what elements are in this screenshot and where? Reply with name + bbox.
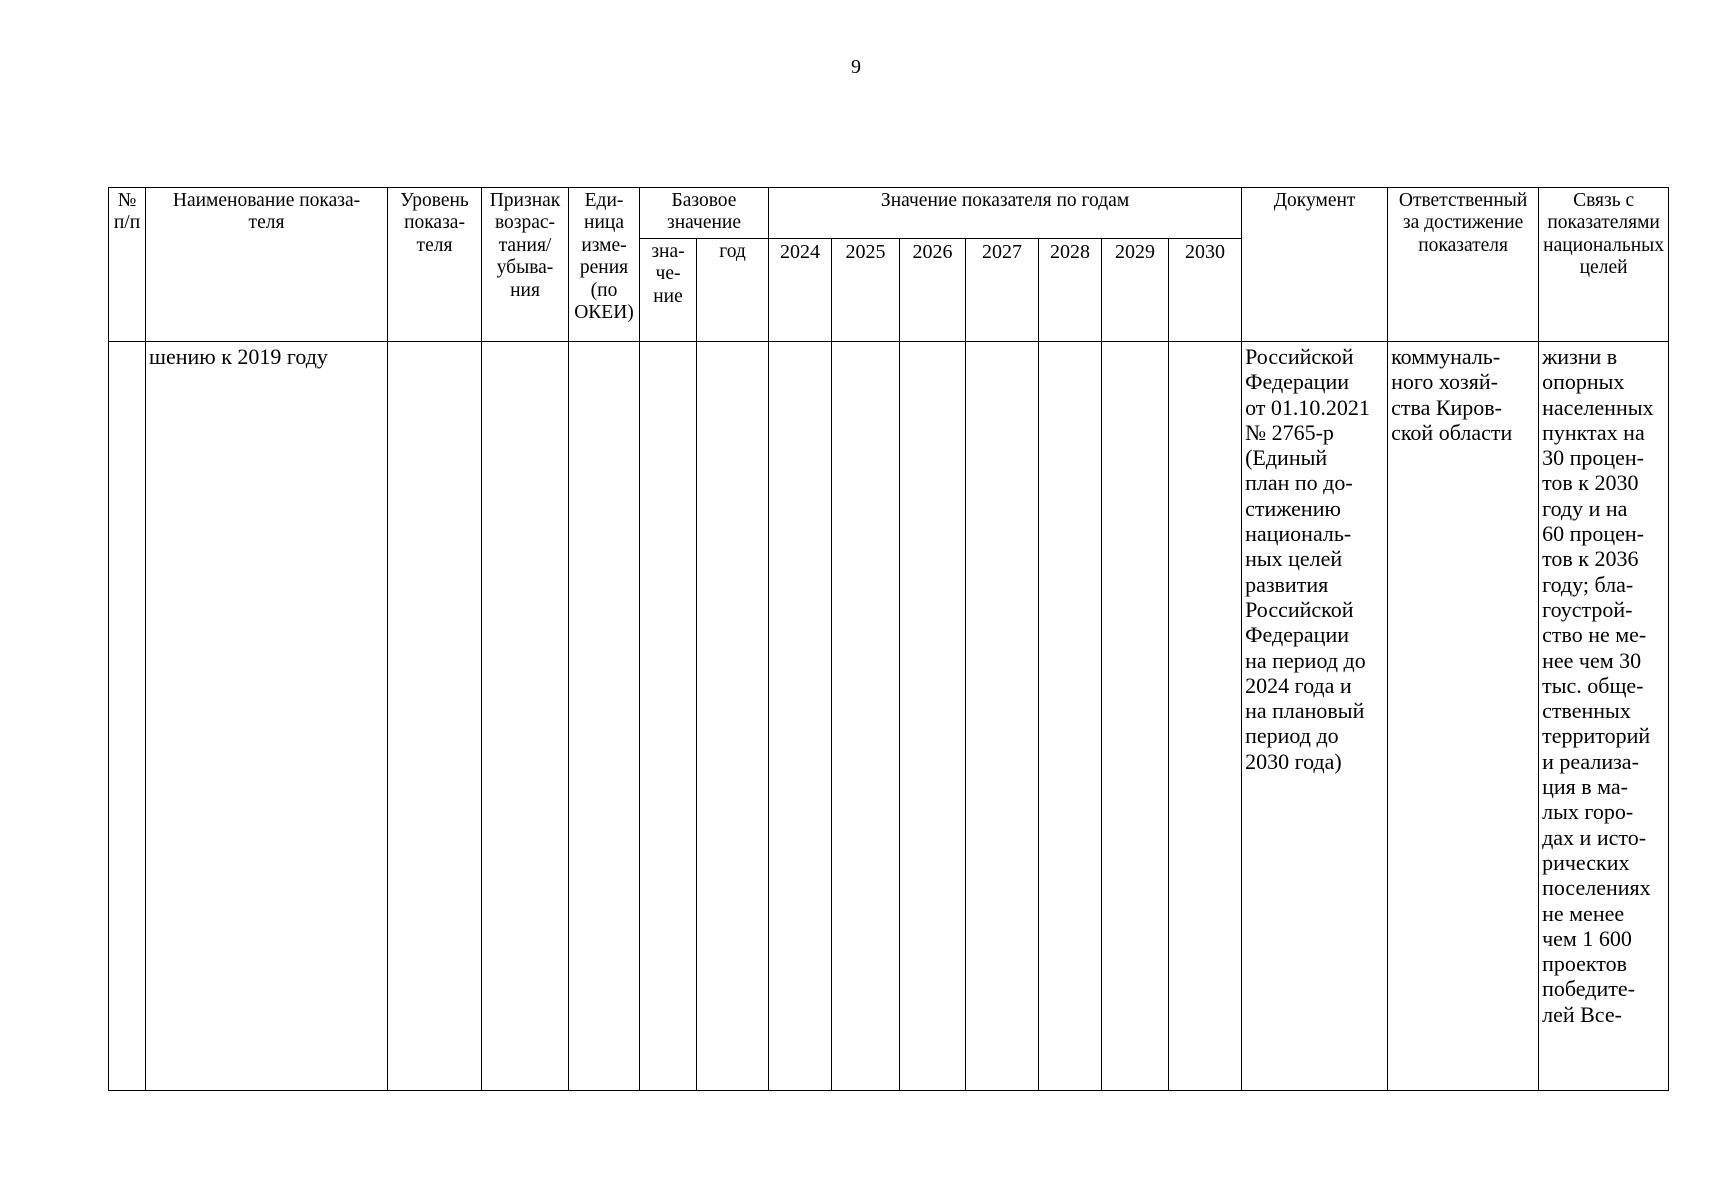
header-unit-line: изме- bbox=[581, 234, 627, 256]
link-line: тыс. обще- bbox=[1542, 672, 1644, 698]
responsible-line: ного хозяй- bbox=[1391, 369, 1498, 395]
responsible-line: ской области bbox=[1391, 419, 1513, 445]
header-year-2026: 2026 bbox=[900, 239, 966, 342]
header-document: Документ bbox=[1242, 188, 1388, 342]
document-line: план по до- bbox=[1245, 470, 1353, 496]
cell-year-2027 bbox=[966, 342, 1039, 1091]
link-line: пунктах на bbox=[1542, 419, 1645, 445]
document-line: 2024 года и bbox=[1245, 672, 1352, 698]
document-line: ных целей bbox=[1245, 546, 1343, 572]
header-base-line: Базовое bbox=[671, 190, 737, 211]
document-line: националь- bbox=[1245, 521, 1352, 547]
link-line: опорных bbox=[1542, 369, 1625, 395]
link-line: дах и исто- bbox=[1542, 824, 1647, 850]
header-unit-line: Еди- bbox=[584, 190, 624, 211]
header-responsible: Ответственный за достижение показателя bbox=[1388, 188, 1539, 342]
table-row bbox=[109, 342, 1669, 1091]
header-trend-line: Признак bbox=[489, 190, 561, 211]
link-line: ция в ма- bbox=[1542, 774, 1629, 800]
cell-year-2025 bbox=[832, 342, 900, 1091]
header-row-1 bbox=[109, 188, 1669, 239]
responsible-line: коммуналь- bbox=[1391, 344, 1501, 369]
header-level-line: теля bbox=[416, 234, 453, 256]
document-line: развития bbox=[1245, 571, 1329, 597]
header-base-line: значение bbox=[667, 212, 742, 234]
link-line: тов к 2036 bbox=[1542, 546, 1639, 572]
header-name-line: теля bbox=[248, 212, 285, 234]
link-line: не менее bbox=[1542, 900, 1625, 926]
header-year-2024: 2024 bbox=[769, 239, 832, 342]
header-trend-line: убыва- bbox=[496, 257, 554, 279]
cell-responsible bbox=[1388, 342, 1539, 1091]
link-line: 30 процен- bbox=[1542, 445, 1645, 471]
header-level-line: Уровень bbox=[400, 190, 469, 211]
cell-year-2024 bbox=[769, 342, 832, 1091]
cell-num bbox=[109, 342, 146, 1091]
cell-base-value bbox=[640, 342, 697, 1091]
header-trend-line: возрас- bbox=[494, 212, 556, 234]
header-level bbox=[388, 188, 482, 342]
document-line: 2030 года) bbox=[1245, 748, 1342, 774]
link-line: нее чем 30 bbox=[1542, 647, 1642, 673]
header-trend bbox=[482, 188, 569, 342]
header-year-2027: 2027 bbox=[966, 239, 1039, 342]
header-trend-line: ния bbox=[510, 279, 540, 301]
header-base-value-line: ние bbox=[653, 285, 683, 307]
header-base bbox=[640, 188, 769, 239]
header-values-by-year: Значение показателя по годам bbox=[769, 188, 1242, 239]
header-unit-line: ОКЕИ) bbox=[574, 302, 634, 324]
header-name bbox=[146, 188, 388, 342]
header-base-value bbox=[640, 239, 697, 342]
link-line: рических bbox=[1542, 849, 1630, 875]
link-line: гоустрой- bbox=[1542, 596, 1633, 622]
header-year-2028: 2028 bbox=[1039, 239, 1102, 342]
document-line: Федерации bbox=[1245, 622, 1349, 648]
link-line: жизни в bbox=[1542, 344, 1618, 369]
cell-link bbox=[1539, 342, 1669, 1091]
cell-year-2028 bbox=[1039, 342, 1102, 1091]
link-line: 60 процен- bbox=[1542, 521, 1645, 547]
link-line: победите- bbox=[1542, 976, 1635, 1002]
header-num-line: № bbox=[117, 190, 137, 211]
header-level-line: показа- bbox=[404, 212, 465, 234]
link-line: лых горо- bbox=[1542, 799, 1634, 825]
header-base-value-line: зна- bbox=[651, 241, 685, 262]
header-year-2025: 2025 bbox=[832, 239, 900, 342]
cell-unit bbox=[569, 342, 640, 1091]
document-line: стижению bbox=[1245, 495, 1341, 521]
header-trend-line: тания/ bbox=[498, 234, 552, 256]
document-line: Российской bbox=[1245, 596, 1354, 622]
link-line: проектов bbox=[1542, 951, 1628, 977]
cell-year-2030 bbox=[1169, 342, 1242, 1091]
link-line: году; бла- bbox=[1542, 571, 1634, 597]
link-line: ство не ме- bbox=[1542, 622, 1647, 648]
indicators-table bbox=[108, 187, 1669, 1091]
document-line: на плановый bbox=[1245, 698, 1365, 724]
header-num bbox=[109, 188, 146, 342]
cell-year-2029 bbox=[1102, 342, 1169, 1091]
cell-level bbox=[388, 342, 482, 1091]
document-line: (Единый bbox=[1245, 445, 1328, 471]
header-link: Связь с показателями национальных целей bbox=[1539, 188, 1669, 342]
header-unit bbox=[569, 188, 640, 342]
header-base-value-line: че- bbox=[655, 263, 681, 285]
cell-document bbox=[1242, 342, 1388, 1091]
document-line: от 01.10.2021 bbox=[1245, 394, 1370, 420]
link-line: тов к 2030 bbox=[1542, 470, 1639, 496]
header-unit-line: рения bbox=[579, 257, 629, 279]
header-num-line: п/п bbox=[113, 212, 141, 234]
document-line: период до bbox=[1245, 723, 1339, 749]
link-line: лей Все- bbox=[1542, 1001, 1622, 1027]
link-line: ственных bbox=[1542, 698, 1631, 724]
header-base-year: год bbox=[697, 239, 769, 342]
cell-name: шению к 2019 году bbox=[146, 342, 388, 1091]
header-year-2029: 2029 bbox=[1102, 239, 1169, 342]
document-line: Федерации bbox=[1245, 369, 1349, 395]
page-number: 9 bbox=[851, 56, 861, 78]
link-line: чем 1 600 bbox=[1542, 925, 1632, 951]
header-name-line: Наименование показа- bbox=[172, 190, 361, 211]
link-line: году и на bbox=[1542, 495, 1628, 521]
cell-trend bbox=[482, 342, 569, 1091]
document-line: Российской bbox=[1245, 344, 1354, 369]
header-year-2030: 2030 bbox=[1169, 239, 1242, 342]
responsible-line: ства Киров- bbox=[1391, 394, 1502, 420]
cell-year-2026 bbox=[900, 342, 966, 1091]
cell-base-year bbox=[697, 342, 769, 1091]
link-line: поселениях bbox=[1542, 875, 1651, 901]
document-line: № 2765-р bbox=[1245, 419, 1334, 445]
link-line: населенных bbox=[1542, 394, 1654, 420]
link-line: и реализа- bbox=[1542, 748, 1639, 774]
document-line: на период до bbox=[1245, 647, 1366, 673]
header-unit-line: ница bbox=[584, 212, 624, 234]
link-line: территорий bbox=[1542, 723, 1651, 749]
header-unit-line: (по bbox=[590, 279, 618, 301]
